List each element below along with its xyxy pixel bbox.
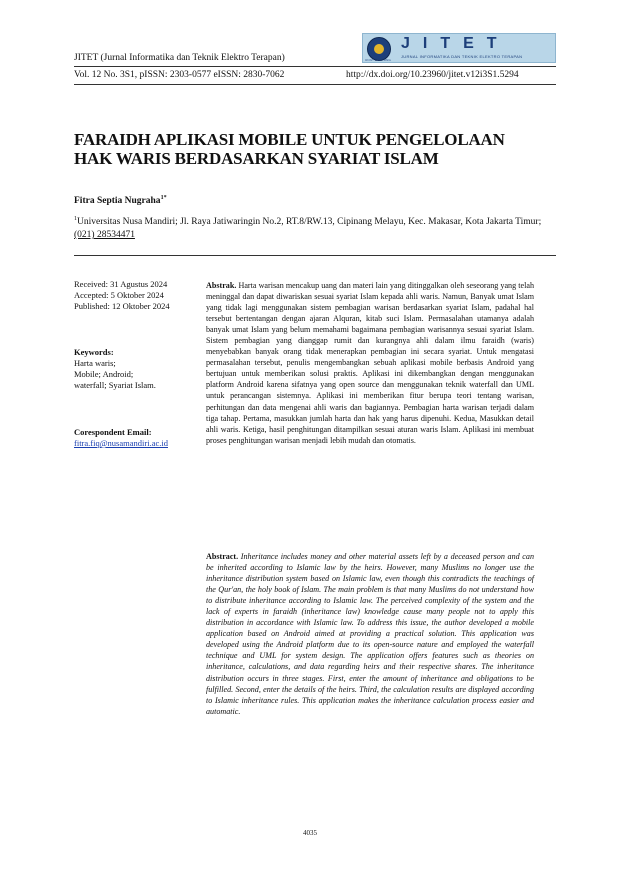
journal-logo [362,33,556,63]
abstract-indonesian [206,280,534,446]
logo-seal-text: UNIV. LAMPUNG [365,58,391,62]
author [74,195,167,206]
abstract-en-lead: Abstract. [206,552,239,561]
journal-issn: Vol. 12 No. 3S1, pISSN: 2303-0577 eISSN: 2830-7062 [74,70,285,80]
author-name: Fitra Septia Nugraha [74,196,161,207]
accepted-date: Accepted: 5 Oktober 2024 [74,290,164,300]
keyword-line: Harta waris; [74,358,116,368]
correspondent-label: Corespondent Email: [74,427,152,437]
abstract-en-text: Inheritance includes money and other material assets left by a deceased person and can be inherited according to Islamic law by the heirs. However, many Muslims no longer use the inheritance distribution system based on Islamic law, even though this contradicts the teachings of the Qur'an, the holy book of Islam. The main problem is that many Muslims do not understand how to distribute inheritance according to Islamic law. The perceived complexity of the system and the lack of experts in faraidh (inheritance law) knowledge cause many people not to apply this distribution in accordance with Islamic law. To address this issue, the author developed a mobile application based on Android aimed at providing a practical solution. This application was developed using the Android platform due to its open-source nature and employed the waterfall technique and UML for system design. The application offers features such as theories on inheritance, calculations, and data regarding heirs and their respective shares. The inheritance distribution occurs in three stages. First, enter the amount of inheritance and obligations to be fulfilled. Second, enter the details of the heirs. Third, the calculation results are displayed according to Islamic inheritance rules. This application makes the inheritance calculation process easier and automatic. [206,552,534,716]
published-date: Published: 12 Oktober 2024 [74,301,170,311]
correspondent-email[interactable]: fitra.fiq@nusamandiri.ac.id [74,438,168,448]
keyword-line: waterfall; Syariat Islam. [74,380,156,390]
page-number: 4035 [303,829,317,837]
affiliation-phone[interactable]: (021) 28534471 [74,230,135,241]
header-divider [74,66,556,67]
received-date: Received: 31 Agustus 2024 [74,279,168,289]
header-divider-bottom [74,84,556,85]
keywords-block [74,347,204,391]
journal-doi[interactable]: http://dx.doi.org/10.23960/jitet.v12i3S1.5294 [346,70,519,80]
keywords-label: Keywords: [74,347,114,357]
abstract-id-lead: Abstrak. [206,281,237,290]
author-marks: 1* [160,195,167,201]
keyword-line: Mobile; Android; [74,369,134,379]
paper-title: FARAIDH APLIKASI MOBILE UNTUK PENGELOLAAN HAK WARIS BERDASARKAN SYARIAT ISLAM [74,130,505,168]
correspondent-block [74,427,204,449]
affiliation-text: Universitas Nusa Mandiri; Jl. Raya Jatiwaringin No.2, RT.8/RW.13, Cipinang Melayu, Kec. Makasar, Kota Jakarta Timur; [77,217,542,228]
logo-subtitle: JURNAL INFORMATIKA DAN TEKNIK ELEKTRO TERAPAN [401,54,523,59]
article-dates [74,279,204,312]
logo-word: JITET [401,35,510,52]
affiliation [74,213,544,242]
journal-name: JITET (Jurnal Informatika dan Teknik Elektro Terapan) [74,53,285,63]
affiliation-mark: 1 [74,216,77,222]
abstract-english [206,551,534,717]
abstract-id-text: Harta warisan mencakup uang dan materi lain yang ditinggalkan oleh seseorang yang telah meninggal dan dapat diwariskan sesuai syariat Islam kepada ahli waris. Namun, Banyak umat Islam yang tidak lagi menggunakan sistem pembagian warisan berdasarkan syariat Islam, padahal hal tersebut bertentangan dengan ajaran Alquran, kitab suci Islam. Permasalahan utamanya adalah banyak umat Islam yang belum memahami bagaimana pembagian warisannya sesuai syariat Islam. Sistem pembagian yang dianggap rumit dan kurangnya ahli dalam ilmu faraidh (waris) menyebabkan banyak orang tidak menerapkan pembagian ini secara syariat. Untuk mengatasi permasalahan tersebut, penulis mengembangkan sebuah aplikasi mobile berbasis Android yang bertujuan untuk memberikan solusi praktis. Aplikasi ini dikembangkan dengan menggunakan platform Android karena sifatnya yang open source dan menggunakan teknik waterfall dan UML untuk perancangan sistemnya. Aplikasi ini memberikan fitur berupa teori tentang warisan, perhitungan dan data mengenai ahli waris dan bagiannya. Pembagian harta warisan terjadi dalam tiga tahap. Pertama, masukkan jumlah harta dan hak yang harus dipenuhi. Kedua, Masukkan detail ahli waris. Ketiga, hasil penghitungan ditampilkan sesuai aturan waris Islam. Aplikasi ini membuat proses penghitungan warisan menjadi lebih mudah dan otomatis. [206,281,534,445]
section-divider [74,255,556,256]
